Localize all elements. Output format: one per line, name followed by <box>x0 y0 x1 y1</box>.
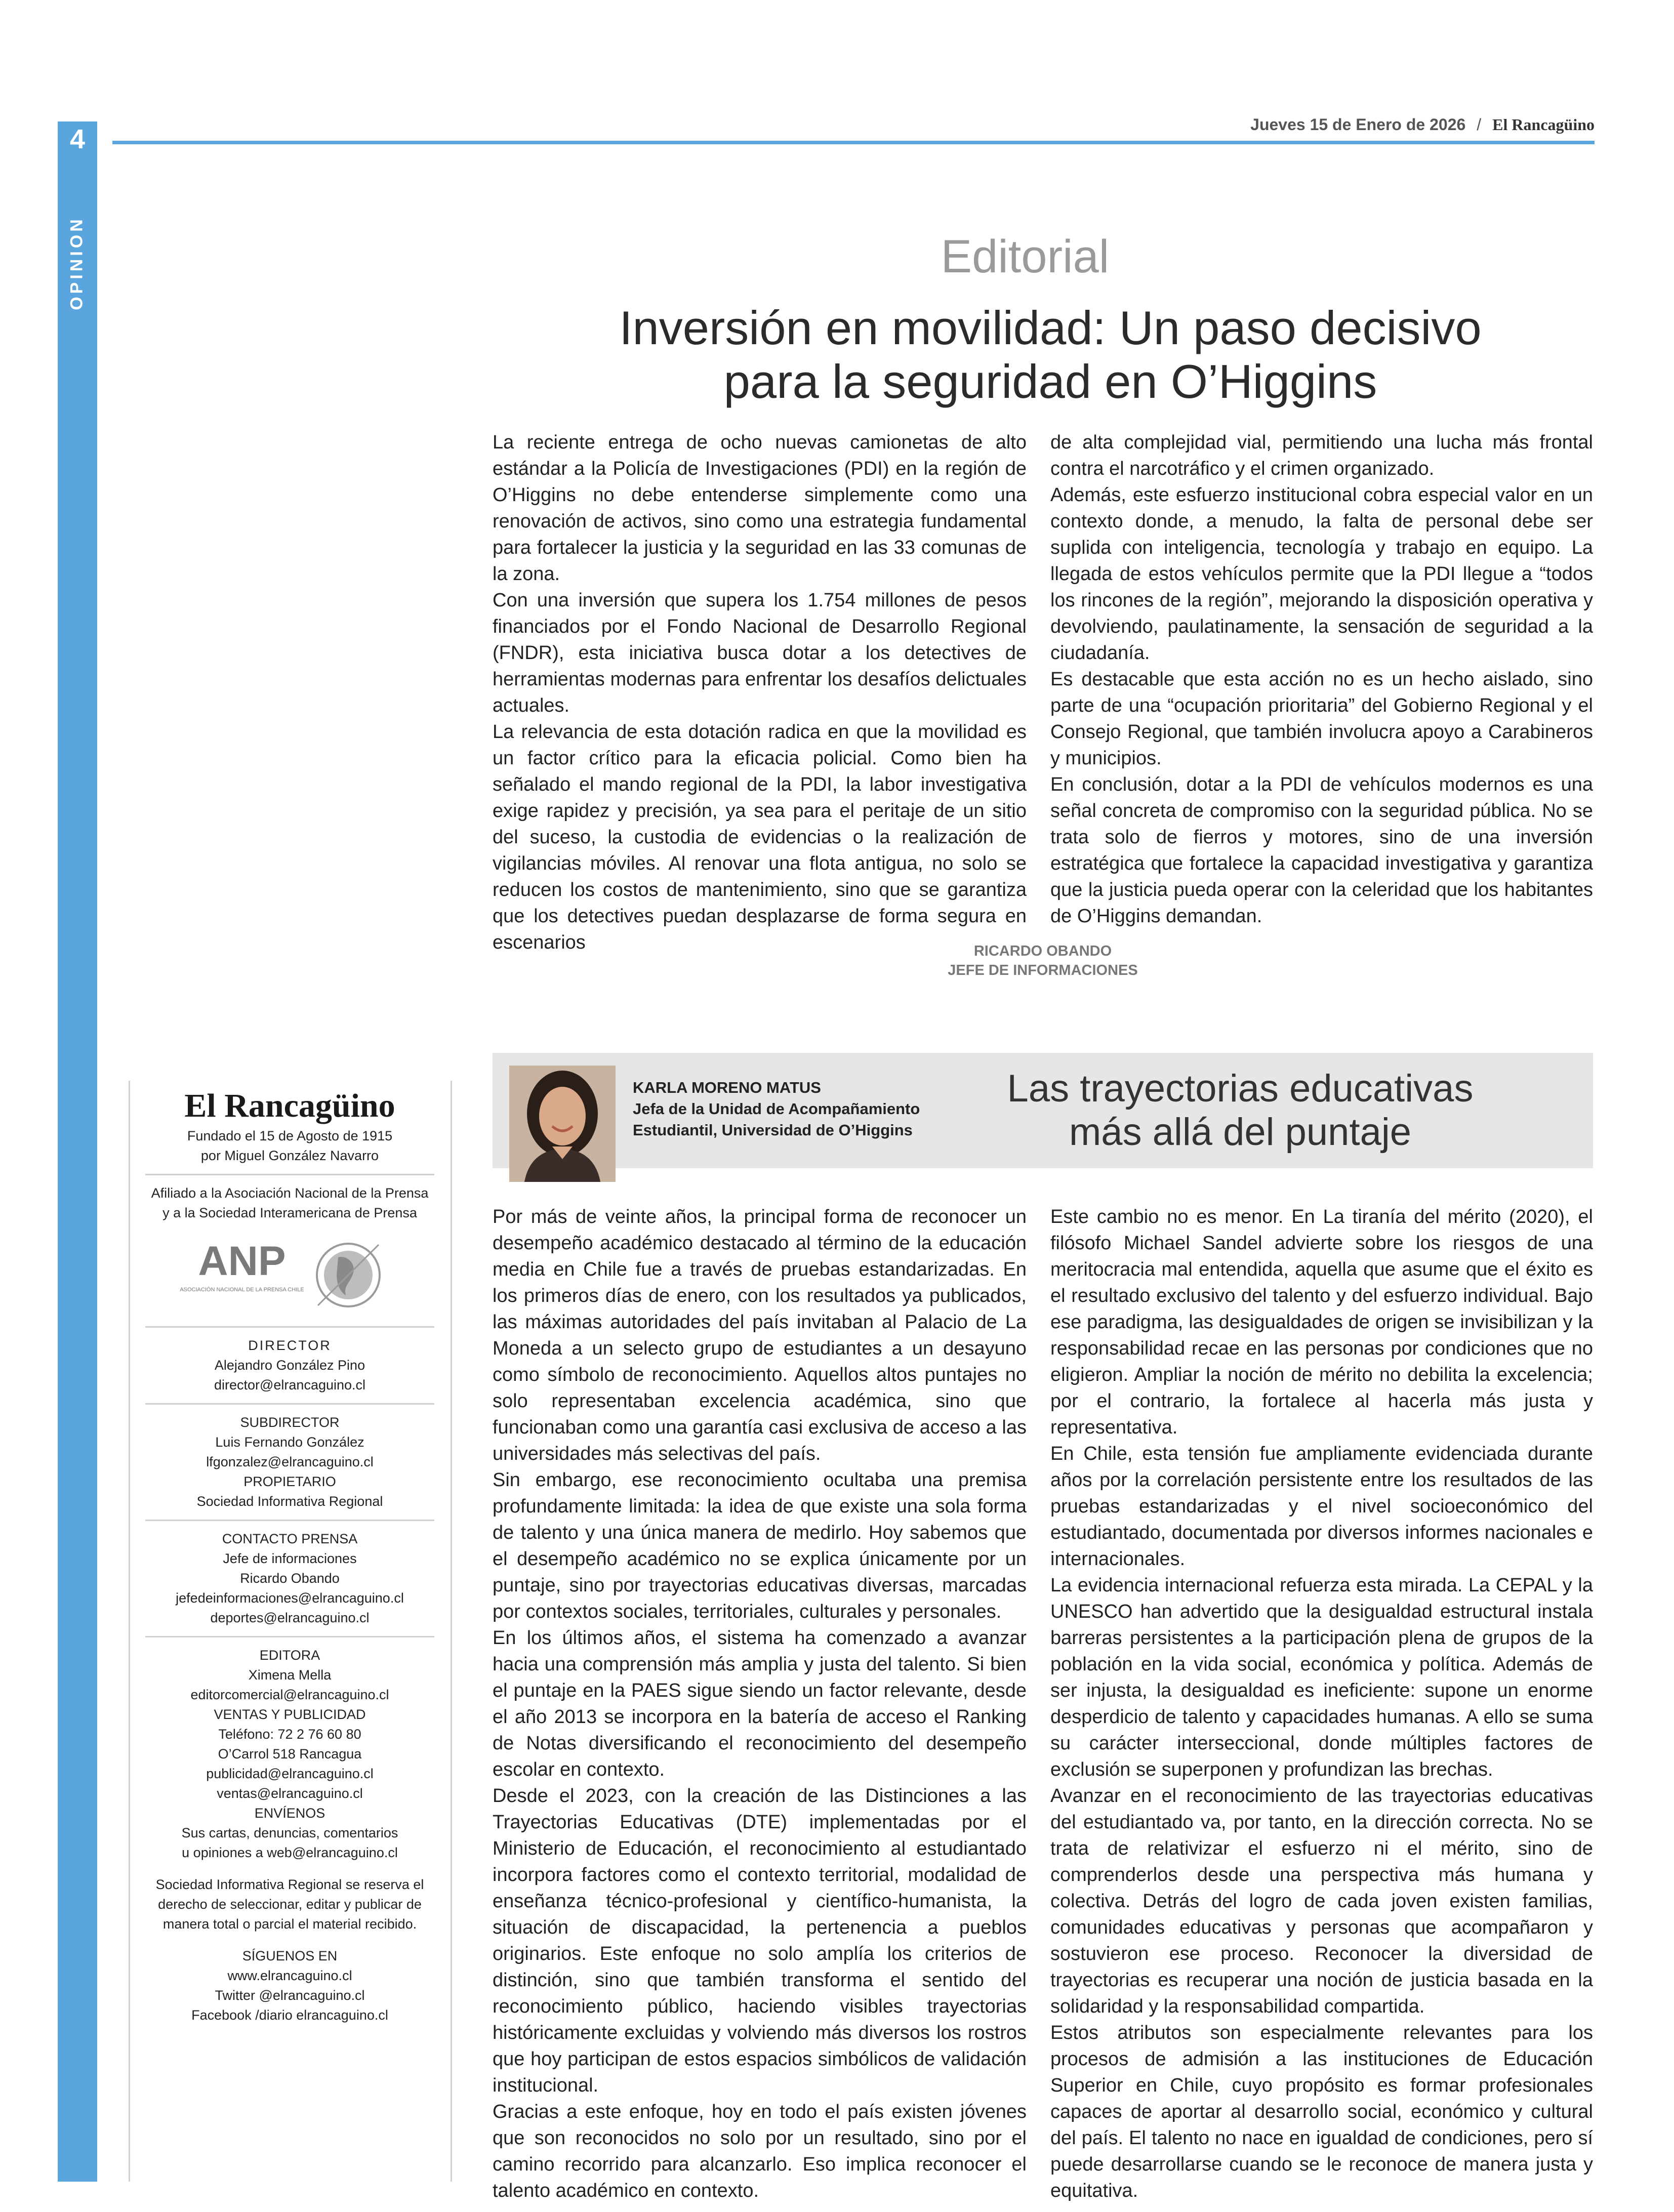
rights-line: derecho de seleccionar, editar y publicar de <box>158 1897 422 1912</box>
column-paragraph: Avanzar en el reconocimiento de las trayectorias educativas del estudiantado va, por tanto, en la dirección correcta. No se trata de relativizar el esfuerzo ni el mérito, sino de comprenderlos desde una perspectiva más humana y colectiva. Detrás del logro de cada joven existen familias, comunidades educativas y personas que acompañaron y sostuvieron ese proceso. Reconocer la diversidad de trayectorias es recuperar una noción de justicia basada en la solidaridad y la responsabilidad compartida. <box>1050 1785 1593 2017</box>
editorial-paragraph: de alta complejidad vial, permitiendo una lucha más frontal contra el narcotráfico y el crimen organizado. <box>1050 432 1593 479</box>
follow-facebook: Facebook /diario elrancaguino.cl <box>191 2008 388 2023</box>
page-number: 4 <box>69 124 86 154</box>
page-header <box>1250 115 1595 134</box>
staff-heading: DIRECTOR <box>248 1338 332 1353</box>
affiliation-logos <box>141 1232 438 1318</box>
author-meta <box>633 1077 962 1141</box>
masthead-logo: El Rancagüino <box>184 1087 395 1124</box>
staff-email: jefedeinformaciones@elrancaguino.cl <box>176 1590 404 1606</box>
column-paragraph: Gracias a este enfoque, hoy en todo el país existen jóvenes que son reconocidos no solo por un resultado, sino por el camino recorrido para alcanzarlo. Eso implica reconocer el talento académico en contexto. <box>493 2101 1027 2201</box>
author-role: Estudiantil, Universidad de O’Higgins <box>633 1121 913 1139</box>
anp-logo-icon <box>179 1235 304 1316</box>
staff-phone: Teléfono: 72 2 76 60 80 <box>218 1727 361 1742</box>
column-title-line2: más allá del puntaje <box>1069 1111 1411 1154</box>
divider <box>145 1403 434 1405</box>
masthead-box <box>129 1081 452 2182</box>
signature-role: JEFE DE INFORMACIONES <box>948 962 1138 978</box>
staff-email: lfgonzalez@elrancaguino.cl <box>206 1454 374 1469</box>
header-rule <box>112 141 1595 144</box>
staff-name: Luis Fernando González <box>215 1435 364 1450</box>
editorial-kicker: Editorial <box>941 231 1110 282</box>
staff-heading: SUBDIRECTOR <box>240 1415 340 1430</box>
section-label-text: OPINION <box>67 216 87 310</box>
divider <box>145 1326 434 1328</box>
editorial-title-line2: para la seguridad en O’Higgins <box>723 355 1377 408</box>
editorial-column-1 <box>493 429 1027 956</box>
affiliation-line: Afiliado a la Asociación Nacional de la Prensa <box>151 1185 429 1201</box>
staff-email: editorcomercial@elrancaguino.cl <box>190 1687 389 1702</box>
staff-name: Ximena Mella <box>248 1667 332 1683</box>
author-photo <box>509 1066 616 1182</box>
staff-address: O’Carrol 518 Rancagua <box>218 1746 362 1762</box>
editorial-title <box>494 301 1607 408</box>
rights-line: Sociedad Informativa Regional se reserva el <box>155 1877 424 1892</box>
staff-heading: ENVÍENOS <box>254 1806 325 1821</box>
staff-role: Jefe de informaciones <box>223 1551 357 1566</box>
header-separator: / <box>1477 115 1482 134</box>
divider <box>145 1636 434 1637</box>
section-label <box>57 213 97 314</box>
follow-web: www.elrancaguino.cl <box>227 1968 352 1983</box>
send-line: Sus cartas, denuncias, comentarios <box>181 1825 398 1840</box>
column-paragraph: En Chile, esta tensión fue ampliamente evidenciada durante años por la correlación persistente entre los resultados de las pruebas estandarizadas y el nivel socioeconómico del estudiantado, documentada por diversos informes nacionales e internacionales. <box>1050 1443 1593 1570</box>
staff-heading: SÍGUENOS EN <box>242 1948 338 1963</box>
rights-line: manera total o parcial el material recibido. <box>162 1916 417 1932</box>
editorial-paragraph: Es destacable que esta acción no es un hecho aislado, sino parte de una “ocupación prioritaria” del Gobierno Regional y el Consejo Regional, que también involucra apoyo a Carabineros y municipios. <box>1050 669 1593 769</box>
author-name: KARLA MORENO MATUS <box>633 1079 821 1096</box>
column-paragraph: En los últimos años, el sistema ha comenzado a avanzar hacia una comprensión más amplia y justa del talento. Si bien el puntaje en la PAES sigue siendo un factor relevante, desde el año 2013 se incorpora en la batería de acceso el Ranking de Notas diversificando el reconocimiento del desempeño escolar en contexto. <box>493 1627 1027 1780</box>
editorial-title-line1: Inversión en movilidad: Un paso decisivo <box>619 301 1482 354</box>
staff-email: director@elrancaguino.cl <box>214 1377 366 1392</box>
staff-heading: EDITORA <box>259 1648 320 1663</box>
founded-line: por Miguel González Navarro <box>200 1148 379 1163</box>
follow-twitter: Twitter @elrancaguino.cl <box>215 1988 365 2003</box>
anp-logo-caption: ASOCIACIÓN NACIONAL DE LA PRENSA CHILE <box>179 1287 304 1293</box>
divider <box>145 1520 434 1521</box>
author-role: Jefa de la Unidad de Acompañamiento <box>633 1100 920 1118</box>
signature-name: RICARDO OBANDO <box>973 943 1112 959</box>
header-newspaper-name: El Rancagüino <box>1492 115 1595 134</box>
send-line: u opiniones a web@elrancaguino.cl <box>182 1845 398 1860</box>
editorial-paragraph: La relevancia de esta dotación radica en que la movilidad es un factor crítico para la eficacia policial. Como bien ha señalado el mando regional de la PDI, la labor investigativa exige rapidez y precisión, ya sea para el peritaje de un sitio del suceso, la custodia de evidencias o la realización de vigilancias móviles. Al renovar una flota antigua, no solo se reducen los costos de mantenimiento, sino que se garantiza que los detectives puedan desplazarse de forma segura en escenarios <box>493 721 1027 953</box>
staff-email: deportes@elrancaguino.cl <box>210 1610 370 1625</box>
staff-heading: PROPIETARIO <box>243 1474 336 1489</box>
side-strip <box>58 121 97 2182</box>
staff-name: Ricardo Obando <box>240 1571 340 1586</box>
column-paragraph: Estos atributos son especialmente relevantes para los procesos de admisión a las instituciones de Educación Superior en Chile, cuyo propósito es formar profesionales capaces de aportar al desarrollo social, económico y cultural del país. El talento no nace en igualdad de condiciones, pero sí puede desarrollarse cuando se le reconoce de manera justa y equitativa. <box>1050 2022 1593 2201</box>
editorial-paragraph: La reciente entrega de ocho nuevas camionetas de alto estándar a la Policía de Investigaciones (PDI) en la región de O’Higgins no debe entenderse simplemente como una renovación de activos, sino como una estrategia fundamental para fortalecer la justicia y la seguridad en las 33 comunas de la zona. <box>493 432 1027 585</box>
column-body-1 <box>493 1204 1027 2204</box>
issue-date: Jueves 15 de Enero de 2026 <box>1250 115 1466 134</box>
column-paragraph: La evidencia internacional refuerza esta mirada. La CEPAL y la UNESCO han advertido que la desigualdad estructural instala barreras persistentes a la participación plena de grupos de la población en la vida social, económica y política. Además de ser injusta, la desigualdad es ineficiente: supone un enorme desperdicio de talento y capacidades humanas. A ello se suma su carácter interseccional, donde múltiples factores de exclusión se superponen y profundizan las brechas. <box>1050 1575 1593 1780</box>
column-body-2 <box>1050 1204 1593 2204</box>
sip-globe-icon <box>308 1235 389 1316</box>
staff-email: ventas@elrancaguino.cl <box>217 1786 363 1801</box>
editorial-paragraph: Además, este esfuerzo institucional cobra especial valor en un contexto donde, a menudo, la falta de personal debe ser suplida con inteligencia, tecnología y trabajo en equipo. La llegada de estos vehículos permite que la PDI llegue a “todos los rincones de la región”, mejorando la disposición operativa y devolviendo, paulatinamente, la sensación de seguridad a la ciudadanía. <box>1050 484 1593 664</box>
staff-heading: VENTAS Y PUBLICIDAD <box>214 1707 366 1722</box>
staff-email: publicidad@elrancaguino.cl <box>206 1766 374 1781</box>
column-paragraph: Sin embargo, ese reconocimiento ocultaba una premisa profundamente limitada: la idea de que existe una sola forma de talento y una única manera de medirlo. Hoy sabemos que el desempeño académico no se explica únicamente por un puntaje, sino por trayectorias educativas diversas, marcadas por contextos sociales, territoriales, culturales y personales. <box>493 1469 1027 1622</box>
founded-line: Fundado el 15 de Agosto de 1915 <box>187 1128 393 1143</box>
divider <box>145 1174 434 1175</box>
affiliation-line: y a la Sociedad Interamericana de Prensa <box>162 1205 417 1220</box>
column-title-line1: Las trayectorias educativas <box>1007 1067 1474 1110</box>
staff-heading: CONTACTO PRENSA <box>222 1531 358 1546</box>
column-paragraph: Por más de veinte años, la principal forma de reconocer un desempeño académico destacado al término de la educación media en Chile fue a través de pruebas estandarizadas. En los primeros días de enero, con los resultados ya publicados, las máximas autoridades del país invitaban al Palacio de La Moneda a un selecto grupo de estudiantes a un desayuno como símbolo de reconocimiento. Aquellos altos puntajes no solo representaban excelencia académica, sino que funcionaban como una garantía casi exclusiva de acceso a las universidades más selectivas del país. <box>493 1206 1027 1464</box>
editorial-column-2 <box>1050 429 1593 929</box>
editorial-paragraph: Con una inversión que supera los 1.754 millones de pesos financiados por el Fondo Nacional de Desarrollo Regional (FNDR), esta iniciativa busca dotar a los detectives de herramientas modernas para enfrentar los desafíos delictuales actuales. <box>493 590 1027 716</box>
anp-logo-letters: ANP <box>197 1238 286 1284</box>
column-paragraph: Este cambio no es menor. En La tiranía del mérito (2020), el filósofo Michael Sandel advierte sobre los riesgos de una meritocracia mal entendida, aquella que asume que el éxito es el resultado exclusivo del talento y del esfuerzo individual. Bajo ese paradigma, las desigualdades de origen se invisibilizan y la responsabilidad recae en las personas por condiciones que no eligieron. Ampliar la noción de mérito no debilita la excelencia; por el contrario, la fortalece al hacerla más justa y representativa. <box>1050 1206 1593 1438</box>
author-portrait-icon <box>509 1066 616 1182</box>
editorial-paragraph: En conclusión, dotar a la PDI de vehículos modernos es una señal concreta de compromiso con la seguridad pública. No se trata solo de fierros y motores, sino de una inversión estratégica que fortalece la capacidad investigativa y garantiza que la justicia pueda operar con la celeridad que los habitantes de O’Higgins demandan. <box>1050 774 1593 927</box>
staff-name: Alejandro González Pino <box>214 1358 365 1373</box>
staff-name: Sociedad Informativa Regional <box>196 1494 383 1509</box>
editorial-signature <box>861 941 1225 980</box>
column-paragraph: Desde el 2023, con la creación de las Distinciones a las Trayectorias Educativas (DTE) implementadas por el Ministerio de Educación, el reconocimiento al estudiantado incorpora factores como el contexto territorial, modalidad de enseñanza técnico-profesional y científico-humanista, la situación de discapacidad, la pertenencia a pueblos originarios. Este enfoque no solo amplía los criterios de distinción, sino que también transforma el sentido del reconocimiento público, haciendo visibles trayectorias históricamente excluidas y volviendo más diversos los rostros que hoy participan de estos espacios simbólicos de validación institucional. <box>493 1785 1027 2096</box>
column-title <box>987 1067 1493 1154</box>
